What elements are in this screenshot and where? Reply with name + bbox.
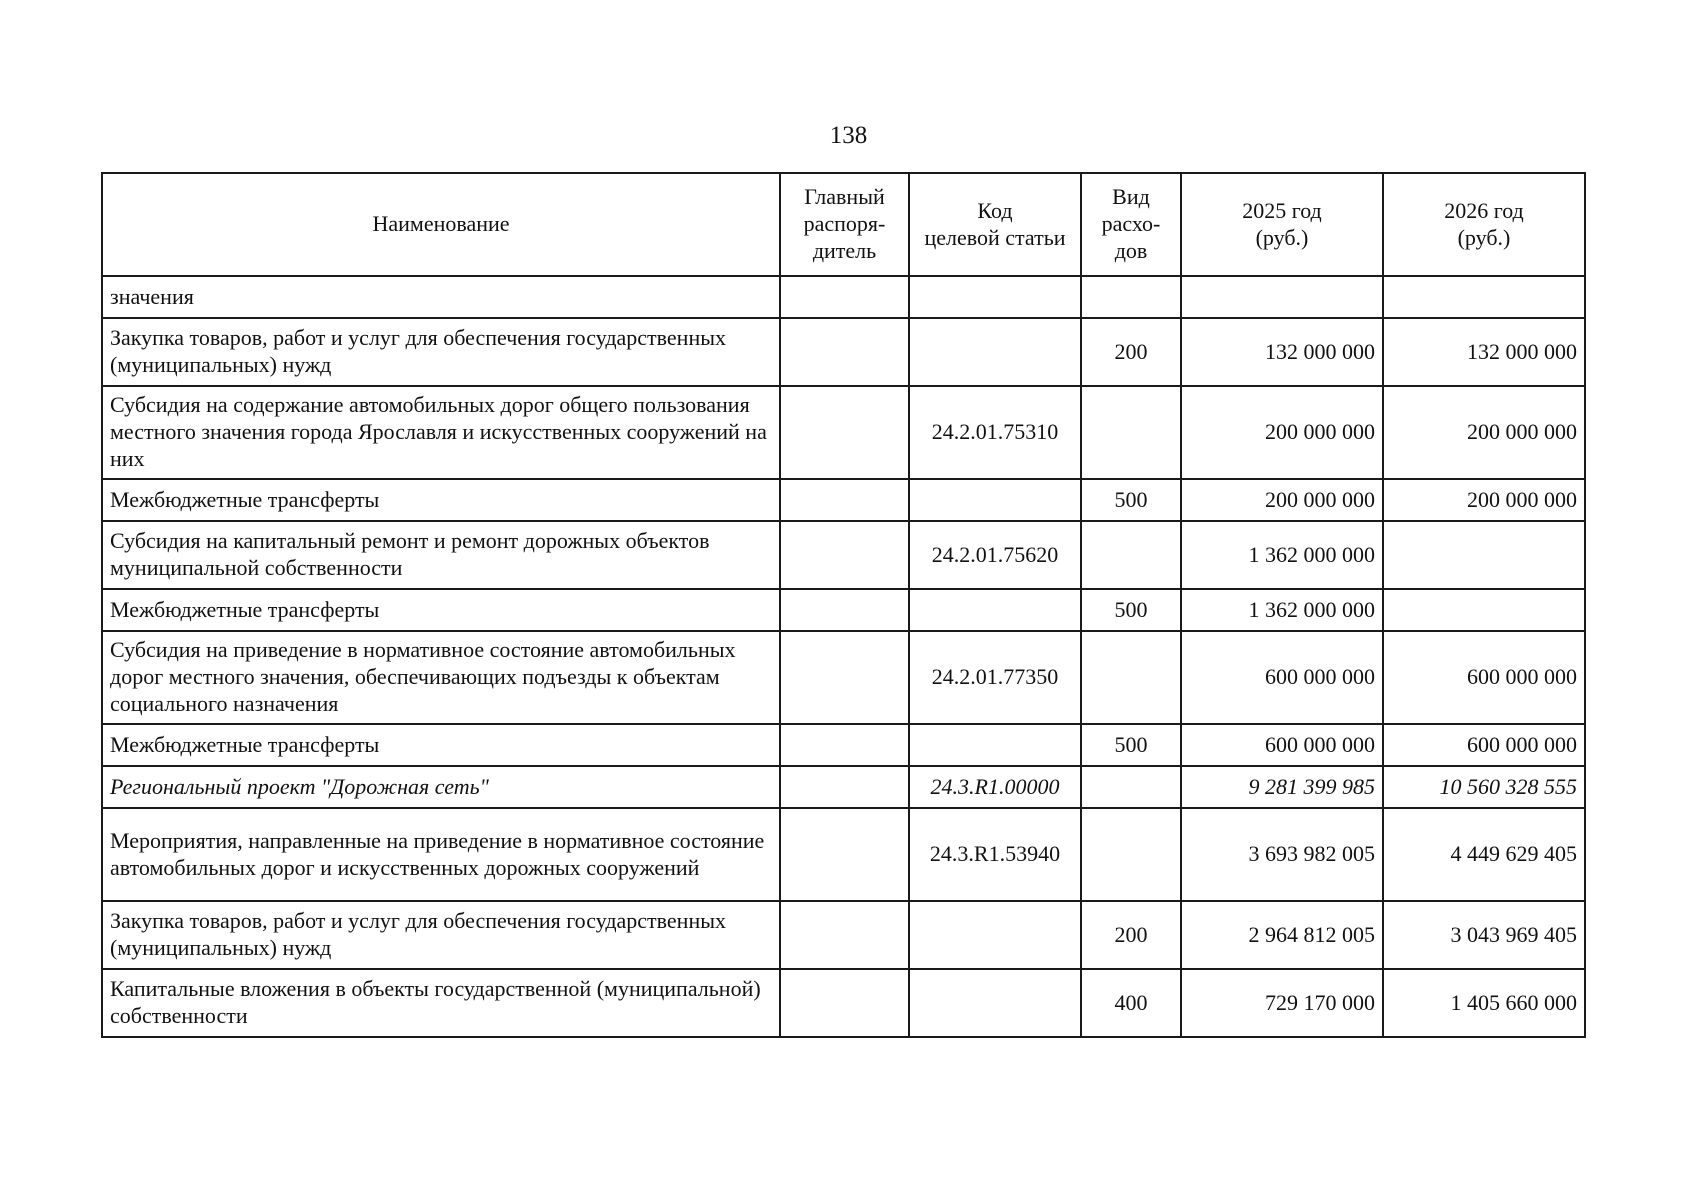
table-row [102,589,1585,631]
row-administrator-cell [780,386,909,479]
row-amount-2026-cell: 1 405 660 000 [1383,969,1585,1037]
table-row [102,808,1585,901]
budget-table [101,172,1586,1038]
row-administrator-cell [780,521,909,589]
row-amount-2026-cell: 600 000 000 [1383,631,1585,724]
row-name-cell: Субсидия на приведение в нормативное состояние автомобильных дорог местного значения, обеспечивающих подъезды к объектам социального назначения [102,631,780,724]
row-target-code-cell [909,276,1081,318]
row-name-cell: Региональный проект "Дорожная сеть" [102,766,780,808]
table-row [102,901,1585,969]
row-amount-2026-cell [1383,276,1585,318]
row-amount-2025-cell: 600 000 000 [1181,724,1383,766]
row-expense-type-cell: 200 [1081,901,1181,969]
row-target-code-cell [909,589,1081,631]
row-target-code-cell: 24.3.R1.53940 [909,808,1081,901]
row-name-cell: значения [102,276,780,318]
row-name-cell: Межбюджетные трансферты [102,724,780,766]
row-name-cell: Межбюджетные трансферты [102,479,780,521]
row-amount-2026-cell: 4 449 629 405 [1383,808,1585,901]
row-name-cell: Капитальные вложения в объекты государственной (муниципальной) собственности [102,969,780,1037]
row-name-cell: Межбюджетные трансферты [102,589,780,631]
header-chief-administrator: Главный распоря- дитель [780,173,909,276]
row-amount-2026-cell: 3 043 969 405 [1383,901,1585,969]
table-row [102,969,1585,1037]
row-amount-2025-cell: 729 170 000 [1181,969,1383,1037]
row-target-code-cell [909,969,1081,1037]
row-expense-type-cell: 500 [1081,479,1181,521]
header-expense-type: Вид расхо- дов [1081,173,1181,276]
row-expense-type-cell [1081,808,1181,901]
row-expense-type-cell [1081,521,1181,589]
row-expense-type-cell: 400 [1081,969,1181,1037]
row-amount-2026-cell [1383,589,1585,631]
row-amount-2025-cell: 3 693 982 005 [1181,808,1383,901]
row-administrator-cell [780,901,909,969]
row-name-cell: Субсидия на капитальный ремонт и ремонт дорожных объектов муниципальной собственности [102,521,780,589]
table-row [102,386,1585,479]
row-amount-2025-cell: 9 281 399 985 [1181,766,1383,808]
row-expense-type-cell: 500 [1081,589,1181,631]
table-row [102,631,1585,724]
page-number: 138 [829,122,868,149]
table-row [102,276,1585,318]
table-body [102,276,1585,1037]
row-amount-2025-cell: 1 362 000 000 [1181,521,1383,589]
row-name-cell: Закупка товаров, работ и услуг для обеспечения государственных (муниципальных) нужд [102,318,780,386]
row-name-cell: Мероприятия, направленные на приведение в нормативное состояние автомобильных дорог и искусственных дорожных сооружений [102,808,780,901]
row-amount-2025-cell: 600 000 000 [1181,631,1383,724]
row-target-code-cell: 24.3.R1.00000 [909,766,1081,808]
row-amount-2026-cell: 200 000 000 [1383,479,1585,521]
row-target-code-cell [909,724,1081,766]
row-name-cell: Субсидия на содержание автомобильных дорог общего пользования местного значения города Ярославля и искусственных сооружений на них [102,386,780,479]
header-row [102,173,1585,276]
row-target-code-cell: 24.2.01.75620 [909,521,1081,589]
row-amount-2025-cell: 200 000 000 [1181,386,1383,479]
row-amount-2026-cell: 132 000 000 [1383,318,1585,386]
header-2025: 2025 год (руб.) [1181,173,1383,276]
row-amount-2025-cell: 132 000 000 [1181,318,1383,386]
row-name-cell: Закупка товаров, работ и услуг для обеспечения государственных (муниципальных) нужд [102,901,780,969]
row-administrator-cell [780,631,909,724]
table-row [102,318,1585,386]
row-amount-2026-cell: 10 560 328 555 [1383,766,1585,808]
row-expense-type-cell [1081,276,1181,318]
row-amount-2026-cell [1383,521,1585,589]
row-target-code-cell [909,318,1081,386]
row-expense-type-cell [1081,631,1181,724]
row-expense-type-cell [1081,386,1181,479]
header-target-code: Код целевой статьи [909,173,1081,276]
table-row [102,766,1585,808]
row-expense-type-cell: 200 [1081,318,1181,386]
row-amount-2026-cell: 200 000 000 [1383,386,1585,479]
row-amount-2025-cell: 200 000 000 [1181,479,1383,521]
row-administrator-cell [780,276,909,318]
table-row [102,521,1585,589]
row-administrator-cell [780,969,909,1037]
row-administrator-cell [780,808,909,901]
header-name: Наименование [102,173,780,276]
row-target-code-cell [909,479,1081,521]
row-expense-type-cell: 500 [1081,724,1181,766]
row-amount-2026-cell: 600 000 000 [1383,724,1585,766]
row-amount-2025-cell: 2 964 812 005 [1181,901,1383,969]
row-administrator-cell [780,589,909,631]
row-target-code-cell: 24.2.01.75310 [909,386,1081,479]
row-administrator-cell [780,318,909,386]
row-administrator-cell [780,724,909,766]
header-2026: 2026 год (руб.) [1383,173,1585,276]
row-administrator-cell [780,766,909,808]
row-administrator-cell [780,479,909,521]
row-target-code-cell [909,901,1081,969]
table-row [102,479,1585,521]
row-expense-type-cell [1081,766,1181,808]
row-target-code-cell: 24.2.01.77350 [909,631,1081,724]
row-amount-2025-cell: 1 362 000 000 [1181,589,1383,631]
table-row [102,724,1585,766]
row-amount-2025-cell [1181,276,1383,318]
